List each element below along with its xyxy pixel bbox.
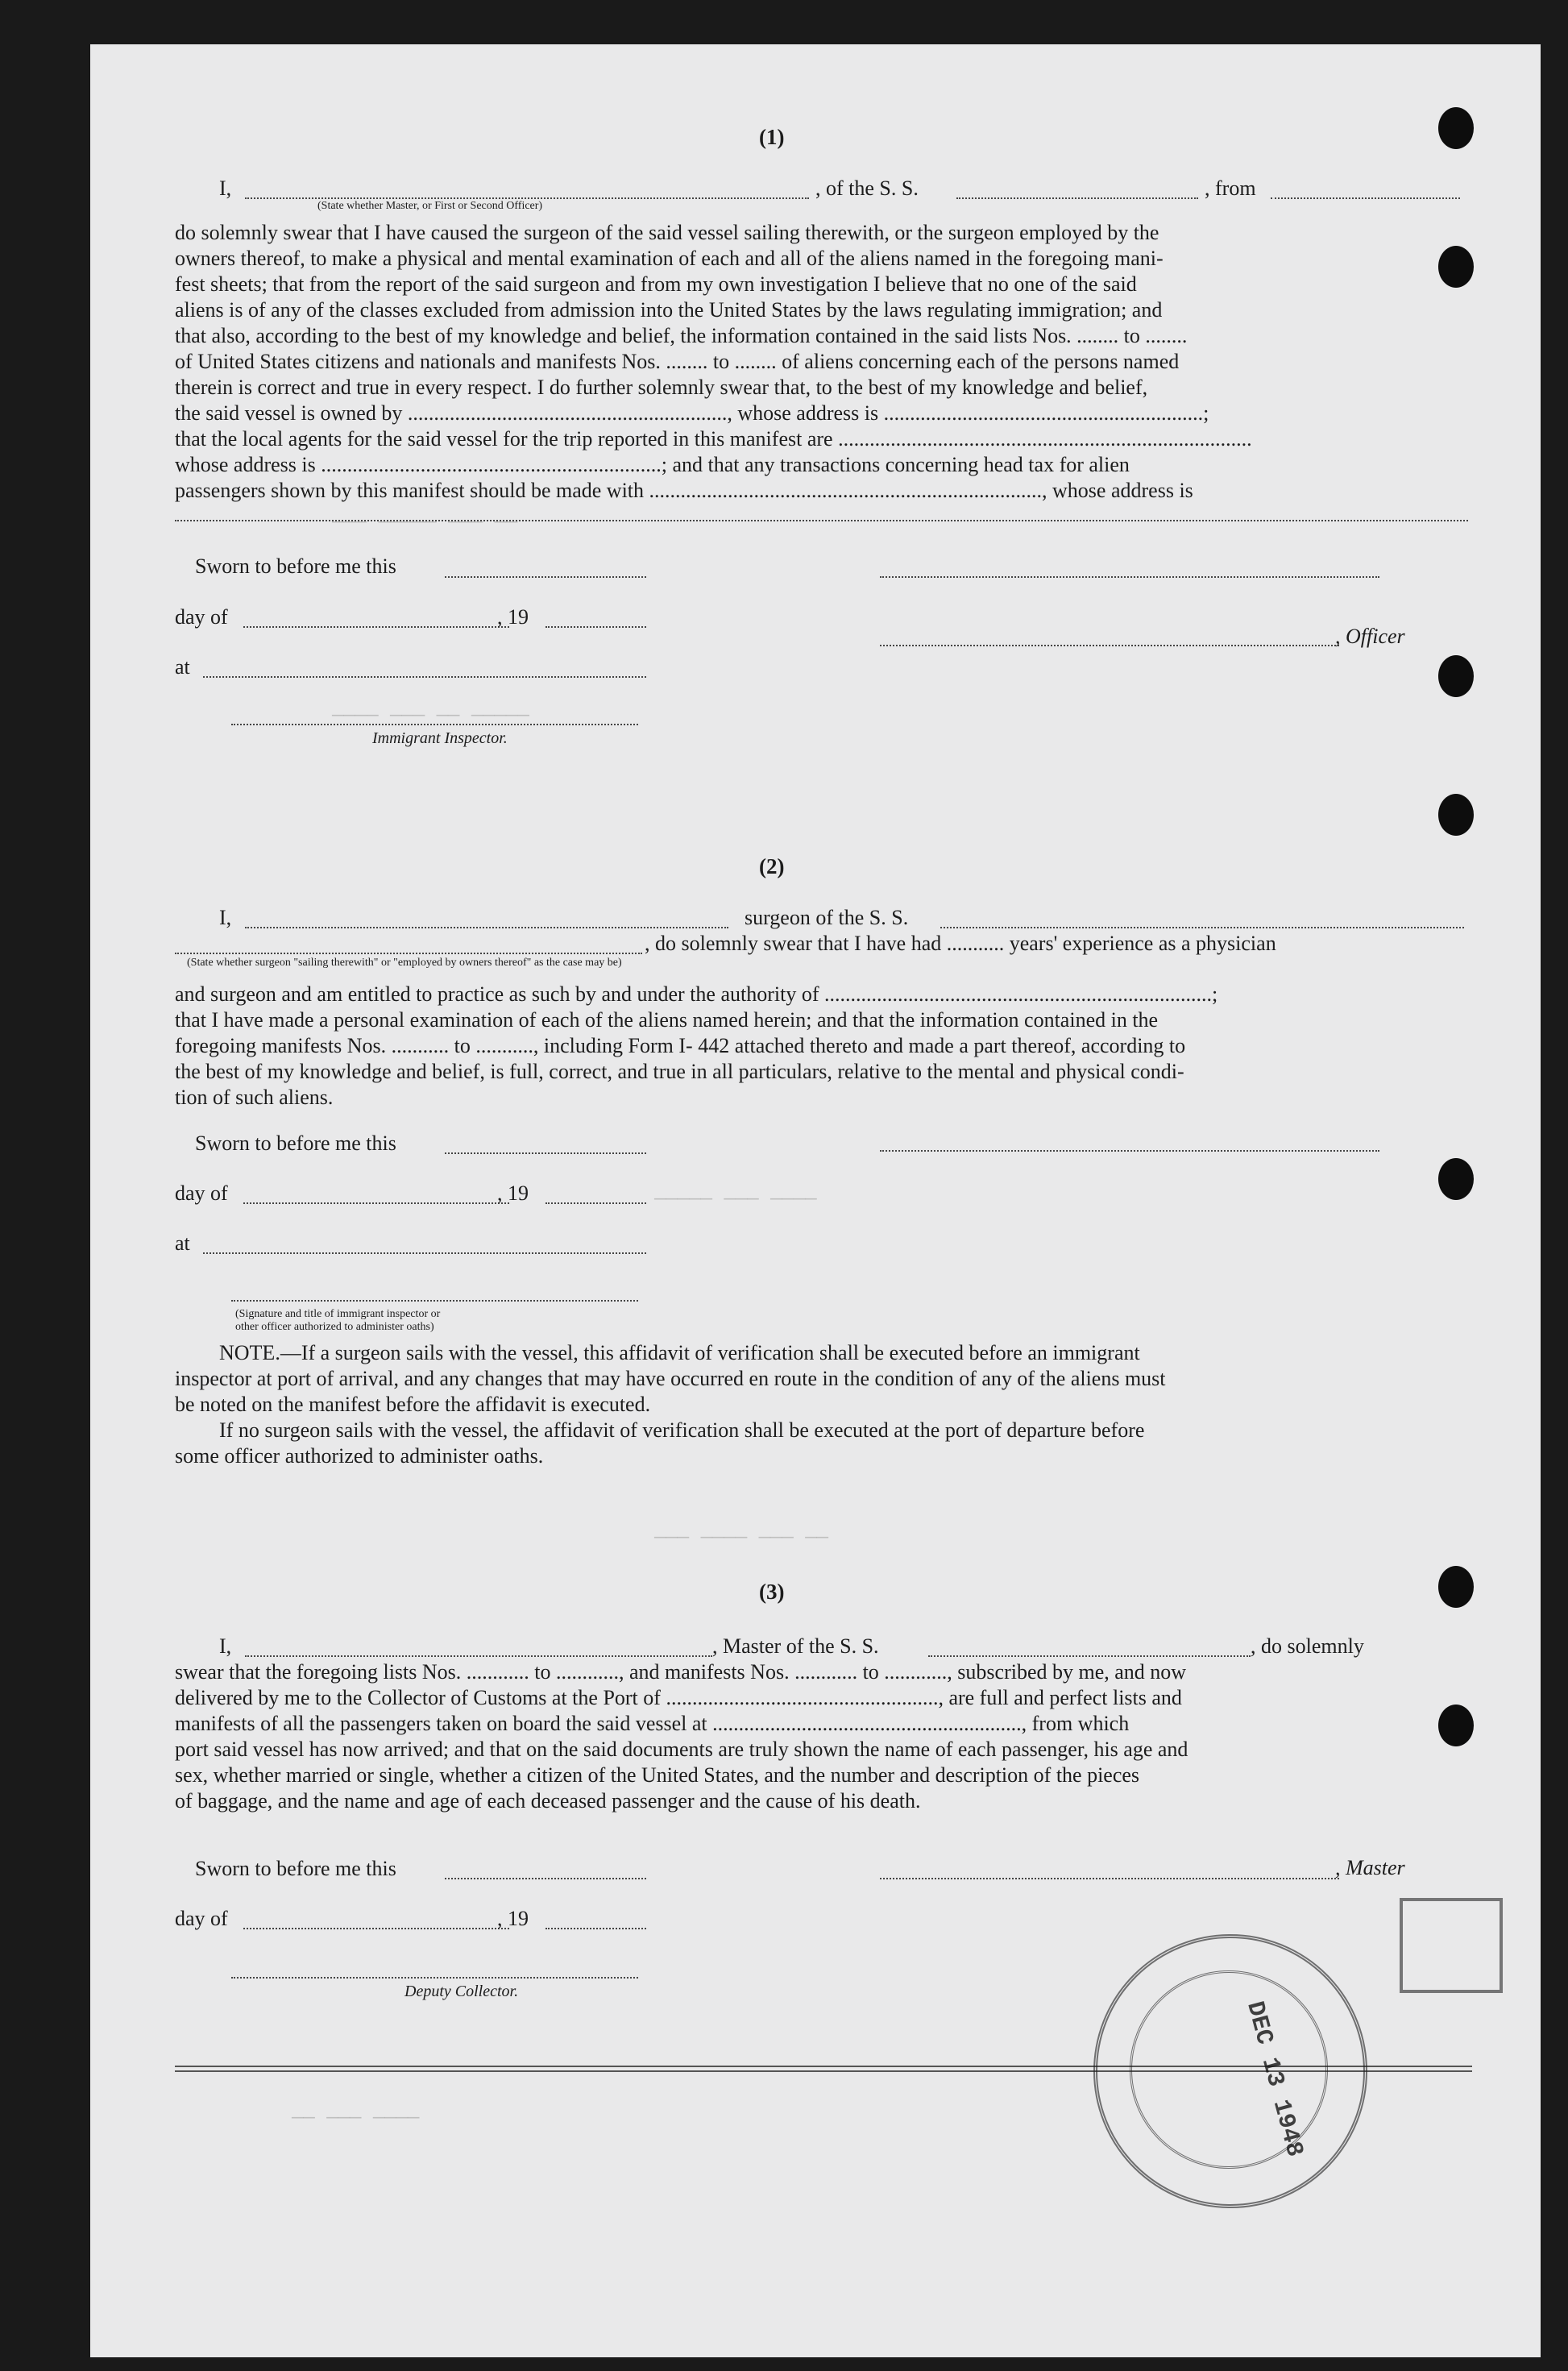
do-solemnly-label: , do solemnly	[1251, 1634, 1364, 1658]
year-field-3	[545, 1928, 646, 1929]
year-label-2: , 19	[497, 1181, 529, 1205]
officer-name-field	[245, 197, 809, 199]
month-field-1	[243, 626, 509, 628]
bleed-through: ——— ———— ——— ——	[654, 1527, 829, 1549]
stamp-date: DEC 13 1948	[1240, 1999, 1309, 2161]
officer-signature-field	[880, 576, 1379, 578]
binder-hole	[1438, 1566, 1474, 1608]
officer-note: (State whether Master, or First or Second Officer)	[317, 200, 543, 212]
master-of-ss-label: , Master of the S. S.	[712, 1634, 879, 1658]
inspector-signature-field	[231, 724, 638, 725]
section1-address-field	[175, 520, 1468, 521]
month-field-2	[243, 1202, 509, 1204]
binder-hole	[1438, 107, 1474, 149]
at-label-1: at	[175, 655, 190, 679]
section1-paragraph: do solemnly swear that I have caused the surgeon of the said vessel sailing therewith, or the surgeon employed by the owners thereof, to make a physical and mental examination of each and all of the aliens named in the foregoing mani- fest sheets; that from the report of the said surgeon and from my own investigation I believe that no one of the said aliens is of any of the classes excluded from admission into the United States by the laws regulating immigration; and that also, according to the best of my knowledge and belief, the information contained in the said lists Nos. ........ to ........ of United States citizens and nationals and manifests Nos. ........ to ........ of aliens concerning each of the persons named therein is correct and true in every respect. I do further solemnly swear that, to the best of my knowledge and belief, the said vessel is owned by ............................................................., whose address is .............................................................; that the local agents for the said vessel for the trip reported in this manifest are ............................................................................... whose address is .................................................................; and that any transactions concerning head tax for alien passengers shown by this manifest should be made with ..........................................................................., whose address is	[175, 221, 1252, 502]
deputy-collector-label: Deputy Collector.	[404, 1983, 519, 2000]
signature-note-2: other officer authorized to administer oaths)	[235, 1321, 434, 1333]
sworn-day-field-2	[445, 1152, 646, 1154]
ship-name-field	[956, 197, 1198, 199]
master-signature-field	[880, 1878, 1339, 1879]
from-label: , from	[1205, 176, 1256, 200]
bleed-through: ———— ——— —— —————	[332, 705, 529, 727]
manifest-back-page	[90, 44, 1541, 2357]
immigrant-inspector-label: Immigrant Inspector.	[372, 729, 508, 747]
bleed-through: ————— ——— ————	[654, 1189, 817, 1210]
day-of-label-2: day of	[175, 1181, 228, 1205]
officer-label: , Officer	[1335, 625, 1405, 648]
section-number-3: (3)	[759, 1580, 785, 1604]
surgeon-status-field	[175, 953, 642, 954]
at-field-1	[203, 676, 646, 678]
year-label-1: , 19	[497, 605, 529, 629]
collector-signature-field	[231, 1977, 638, 1979]
sworn-label-3: Sworn to before me this	[195, 1857, 396, 1880]
note-paragraph: NOTE.—If a surgeon sails with the vessel, this affidavit of verification shall be executed before an immigrant inspector at port of arrival, and any changes that may have occurred en route in the condition of any of the aliens must be noted on the manifest before the affidavit is executed. If no surgeon sails with the vessel, the affidavit of verification shall be executed at the port of departure before some officer authorized to administer oaths.	[175, 1341, 1166, 1468]
sworn-day-field-3	[445, 1878, 646, 1879]
officer-title-field	[880, 645, 1339, 646]
day-of-label-1: day of	[175, 605, 228, 629]
date-stamp	[1093, 1934, 1367, 2208]
at-field-2	[203, 1252, 646, 1254]
master-name-field	[245, 1655, 712, 1657]
binder-hole	[1438, 1158, 1474, 1200]
sworn-day-field-1	[445, 576, 646, 578]
surgeon-of-ss-label: surgeon of the S. S.	[745, 906, 909, 929]
surgeon-name-label: I,	[219, 906, 232, 929]
of-ss-label: , of the S. S.	[815, 176, 919, 200]
surgeon-note: (State whether surgeon "sailing therewith" or "employed by owners thereof" as the case may be)	[187, 957, 622, 969]
binder-hole	[1438, 794, 1474, 836]
surgeon-name-field	[245, 927, 728, 928]
at-label-2: at	[175, 1231, 190, 1255]
surgeon-years-line: , do solemnly swear that I have had ........... years' experience as a physician	[645, 932, 1276, 955]
day-of-label-3: day of	[175, 1907, 228, 1930]
signature-title-field	[231, 1300, 638, 1302]
from-port-field	[1271, 197, 1460, 199]
section3-paragraph: swear that the foregoing lists Nos. ............ to ............, and manifests Nos. ............ to ............, subscribed by me, and now delivered by me to the Collector of Customs at the Port of ...................................................., are full and perfect lists and manifests of all the passengers taken on board the said vessel at ..........................................................., from which port said vessel has now arrived; and that on the said documents are truly shown the name of each passenger, his age and sex, whether married or single, whether a citizen of the United States, and the number and description of the pieces of baggage, and the name and age of each deceased passenger and the cause of his death.	[175, 1660, 1188, 1813]
signature-note-1: (Signature and title of immigrant inspector or	[235, 1308, 441, 1320]
master-name-label: I,	[219, 1634, 232, 1658]
section-number-1: (1)	[759, 125, 785, 149]
officer-name-label: I,	[219, 176, 232, 200]
sworn-label-2: Sworn to before me this	[195, 1132, 396, 1155]
master-label: , Master	[1335, 1856, 1405, 1879]
corner-stamp	[1400, 1898, 1503, 1993]
section2-paragraph: and surgeon and am entitled to practice as such by and under the authority of ..........................................................................; that I have made a personal examination of each of the aliens named herein; and that the information contained in the foregoing manifests Nos. ........... to ..........., including Form I- 442 attached thereto and made a part thereof, according to the best of my knowledge and belief, is full, correct, and true in all particulars, relative to the mental and physical condi- tion of such aliens.	[175, 982, 1218, 1109]
year-field-1	[545, 626, 646, 628]
year-field-2	[545, 1202, 646, 1204]
sworn-label-1: Sworn to before me this	[195, 554, 396, 578]
surgeon-signature-field	[880, 1150, 1379, 1152]
section-number-2: (2)	[759, 854, 785, 878]
surgeon-ship-field	[940, 927, 1464, 928]
master-ship-field	[928, 1655, 1251, 1657]
bleed-through: ——— ————— ——— ——	[332, 512, 518, 534]
month-field-3	[243, 1928, 509, 1929]
bleed-through: —— ——— ————	[292, 2107, 420, 2129]
year-label-3: , 19	[497, 1907, 529, 1930]
binder-hole	[1438, 655, 1474, 697]
